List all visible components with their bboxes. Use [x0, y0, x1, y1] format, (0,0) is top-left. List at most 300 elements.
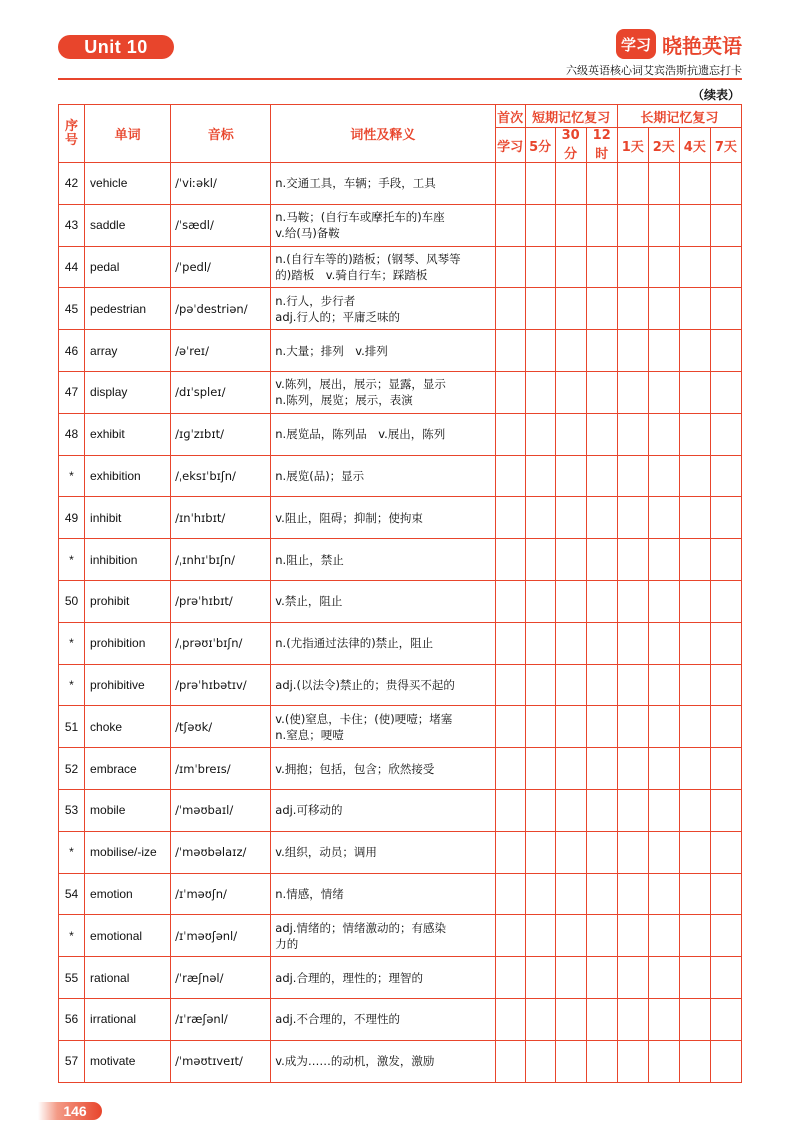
review-checkbox-cell[interactable]: [495, 497, 525, 539]
row-number: 52: [59, 748, 85, 790]
review-checkbox-cell[interactable]: [555, 288, 586, 330]
row-definition: [271, 998, 495, 1040]
review-checkbox-cell[interactable]: [648, 371, 679, 413]
review-checkbox-cell[interactable]: [679, 915, 710, 957]
row-phonetic: /prəˈhɪbɪt/: [171, 580, 271, 622]
review-checkbox-cell[interactable]: [679, 413, 710, 455]
review-checkbox-cell[interactable]: [648, 1040, 679, 1082]
review-checkbox-cell[interactable]: [617, 497, 648, 539]
row-phonetic: /ˈræʃnəl/: [171, 957, 271, 999]
review-checkbox-cell[interactable]: [525, 330, 555, 372]
review-checkbox-cell[interactable]: [555, 706, 586, 748]
review-checkbox-cell[interactable]: [555, 204, 586, 246]
review-checkbox-cell[interactable]: [555, 246, 586, 288]
review-checkbox-cell[interactable]: [710, 330, 741, 372]
review-checkbox-cell[interactable]: [710, 455, 741, 497]
definition-line: 力的: [275, 936, 299, 951]
row-phonetic: /ˌɪnhɪˈbɪʃn/: [171, 539, 271, 581]
review-checkbox-cell[interactable]: [710, 246, 741, 288]
review-checkbox-cell[interactable]: [586, 371, 617, 413]
review-checkbox-cell[interactable]: [586, 204, 617, 246]
review-checkbox-cell[interactable]: [525, 748, 555, 790]
row-word: pedal: [85, 246, 171, 288]
review-checkbox-cell[interactable]: [679, 204, 710, 246]
row-definition: [271, 789, 495, 831]
definition-line: v.陈列，展出，展示；显露，显示: [275, 377, 446, 392]
review-checkbox-cell[interactable]: [679, 706, 710, 748]
review-checkbox-cell[interactable]: [586, 622, 617, 664]
review-checkbox-cell[interactable]: [648, 204, 679, 246]
row-number: 53: [59, 789, 85, 831]
review-checkbox-cell[interactable]: [495, 330, 525, 372]
row-definition: [271, 204, 495, 246]
review-checkbox-cell[interactable]: [710, 204, 741, 246]
review-checkbox-cell[interactable]: [648, 957, 679, 999]
row-phonetic: /əˈreɪ/: [171, 330, 271, 372]
review-checkbox-cell[interactable]: [617, 413, 648, 455]
review-checkbox-cell[interactable]: [710, 706, 741, 748]
review-checkbox-cell[interactable]: [679, 539, 710, 581]
review-checkbox-cell[interactable]: [617, 748, 648, 790]
row-definition: [271, 664, 495, 706]
row-definition: [271, 330, 495, 372]
review-checkbox-cell[interactable]: [495, 163, 525, 205]
review-checkbox-cell[interactable]: [586, 706, 617, 748]
review-checkbox-cell[interactable]: [555, 371, 586, 413]
row-word: pedestrian: [85, 288, 171, 330]
review-checkbox-cell[interactable]: [495, 873, 525, 915]
review-checkbox-cell[interactable]: [648, 246, 679, 288]
definition-line: 的)踏板 v.骑自行车；踩踏板: [275, 267, 428, 282]
review-checkbox-cell[interactable]: [617, 957, 648, 999]
review-checkbox-cell[interactable]: [679, 163, 710, 205]
table-row: [59, 288, 742, 330]
brand: [616, 27, 742, 61]
review-checkbox-cell[interactable]: [555, 873, 586, 915]
review-checkbox-cell[interactable]: [648, 664, 679, 706]
row-phonetic: /tʃəʊk/: [171, 706, 271, 748]
row-word: display: [85, 371, 171, 413]
row-word: mobilise/-ize: [85, 831, 171, 873]
row-definition: [271, 497, 495, 539]
row-word: choke: [85, 706, 171, 748]
review-checkbox-cell[interactable]: [495, 371, 525, 413]
definition-line: adj.(以法令)禁止的；贵得买不起的: [275, 677, 455, 692]
review-checkbox-cell[interactable]: [648, 539, 679, 581]
review-checkbox-cell[interactable]: [555, 998, 586, 1040]
definition-line: v.(使)窒息，卡住；(使)哽噎；堵塞: [275, 711, 453, 726]
review-checkbox-cell[interactable]: [679, 455, 710, 497]
header-short-col: 5分: [525, 128, 555, 163]
row-number: *: [59, 455, 85, 497]
review-checkbox-cell[interactable]: [679, 957, 710, 999]
review-checkbox-cell[interactable]: [555, 455, 586, 497]
review-checkbox-cell[interactable]: [555, 580, 586, 622]
review-checkbox-cell[interactable]: [617, 664, 648, 706]
review-checkbox-cell[interactable]: [648, 998, 679, 1040]
row-word: inhibition: [85, 539, 171, 581]
review-checkbox-cell[interactable]: [586, 330, 617, 372]
review-checkbox-cell[interactable]: [525, 288, 555, 330]
header-first-study-top: 首次: [495, 105, 525, 128]
review-checkbox-cell[interactable]: [495, 831, 525, 873]
review-checkbox-cell[interactable]: [617, 706, 648, 748]
review-checkbox-cell[interactable]: [617, 204, 648, 246]
review-checkbox-cell[interactable]: [648, 915, 679, 957]
review-checkbox-cell[interactable]: [525, 706, 555, 748]
row-phonetic: /ˌeksɪˈbɪʃn/: [171, 455, 271, 497]
review-checkbox-cell[interactable]: [495, 580, 525, 622]
review-checkbox-cell[interactable]: [679, 330, 710, 372]
row-number: 55: [59, 957, 85, 999]
definition-line: adj.不合理的，不理性的: [275, 1012, 400, 1027]
review-checkbox-cell[interactable]: [525, 873, 555, 915]
row-word: saddle: [85, 204, 171, 246]
table-row: [59, 497, 742, 539]
review-checkbox-cell[interactable]: [617, 580, 648, 622]
header-first-study-bottom: 学习: [495, 128, 525, 163]
review-checkbox-cell[interactable]: [617, 288, 648, 330]
review-checkbox-cell[interactable]: [586, 915, 617, 957]
review-checkbox-cell[interactable]: [648, 330, 679, 372]
review-checkbox-cell[interactable]: [586, 497, 617, 539]
review-checkbox-cell[interactable]: [555, 622, 586, 664]
row-definition: [271, 246, 495, 288]
definition-line: adj.行人的；平庸乏味的: [275, 309, 400, 324]
row-definition: [271, 957, 495, 999]
review-checkbox-cell[interactable]: [679, 873, 710, 915]
row-phonetic: /prəˈhɪbətɪv/: [171, 664, 271, 706]
unit-badge: Unit 10: [58, 35, 174, 59]
review-checkbox-cell[interactable]: [495, 455, 525, 497]
row-phonetic: /ɪnˈhɪbɪt/: [171, 497, 271, 539]
definition-line: n.窒息；哽噎: [275, 727, 344, 742]
review-checkbox-cell[interactable]: [555, 748, 586, 790]
definition-line: v.禁止，阻止: [275, 594, 343, 609]
review-checkbox-cell[interactable]: [525, 539, 555, 581]
review-checkbox-cell[interactable]: [555, 497, 586, 539]
review-checkbox-cell[interactable]: [555, 957, 586, 999]
review-checkbox-cell[interactable]: [525, 163, 555, 205]
review-checkbox-cell[interactable]: [617, 998, 648, 1040]
review-checkbox-cell[interactable]: [495, 246, 525, 288]
row-word: prohibition: [85, 622, 171, 664]
header-divider: [58, 78, 742, 80]
table-row: [59, 789, 742, 831]
review-checkbox-cell[interactable]: [495, 998, 525, 1040]
definition-line: v.拥抱；包括，包含；欣然接受: [275, 761, 435, 776]
review-checkbox-cell[interactable]: [617, 873, 648, 915]
review-checkbox-cell[interactable]: [525, 831, 555, 873]
table-row: [59, 706, 742, 748]
review-checkbox-cell[interactable]: [555, 664, 586, 706]
review-checkbox-cell[interactable]: [710, 998, 741, 1040]
table-row: [59, 748, 742, 790]
review-checkbox-cell[interactable]: [679, 664, 710, 706]
definition-line: n.交通工具，车辆；手段，工具: [275, 176, 436, 191]
definition-line: n.(尤指通过法律的)禁止，阻止: [275, 636, 434, 651]
header-word: 单词: [85, 105, 171, 163]
row-phonetic: /ˈməʊbəlaɪz/: [171, 831, 271, 873]
review-checkbox-cell[interactable]: [586, 664, 617, 706]
review-checkbox-cell[interactable]: [555, 831, 586, 873]
review-checkbox-cell[interactable]: [710, 622, 741, 664]
header-long-col: 7天: [710, 128, 741, 163]
table-row: [59, 413, 742, 455]
row-number: 51: [59, 706, 85, 748]
review-checkbox-cell[interactable]: [525, 622, 555, 664]
review-checkbox-cell[interactable]: [525, 246, 555, 288]
table-row: [59, 330, 742, 372]
row-number: 42: [59, 163, 85, 205]
review-checkbox-cell[interactable]: [586, 539, 617, 581]
row-number: *: [59, 915, 85, 957]
table-row: [59, 580, 742, 622]
review-checkbox-cell[interactable]: [679, 497, 710, 539]
row-word: rational: [85, 957, 171, 999]
review-checkbox-cell[interactable]: [710, 873, 741, 915]
row-definition: [271, 163, 495, 205]
review-checkbox-cell[interactable]: [617, 455, 648, 497]
review-checkbox-cell[interactable]: [648, 455, 679, 497]
row-definition: [271, 455, 495, 497]
row-word: exhibition: [85, 455, 171, 497]
review-checkbox-cell[interactable]: [710, 163, 741, 205]
review-checkbox-cell[interactable]: [617, 371, 648, 413]
review-checkbox-cell[interactable]: [679, 371, 710, 413]
header-phonetic: 音标: [171, 105, 271, 163]
row-number: 45: [59, 288, 85, 330]
row-number: 49: [59, 497, 85, 539]
review-checkbox-cell[interactable]: [495, 204, 525, 246]
definition-line: n.情感，情绪: [275, 886, 344, 901]
row-word: exhibit: [85, 413, 171, 455]
review-checkbox-cell[interactable]: [586, 789, 617, 831]
row-number: 56: [59, 998, 85, 1040]
review-checkbox-cell[interactable]: [648, 873, 679, 915]
review-checkbox-cell[interactable]: [679, 580, 710, 622]
review-checkbox-cell[interactable]: [495, 622, 525, 664]
review-checkbox-cell[interactable]: [617, 622, 648, 664]
review-checkbox-cell[interactable]: [617, 246, 648, 288]
row-number: 48: [59, 413, 85, 455]
review-checkbox-cell[interactable]: [586, 288, 617, 330]
review-checkbox-cell[interactable]: [710, 664, 741, 706]
review-checkbox-cell[interactable]: [525, 413, 555, 455]
table-row: [59, 163, 742, 205]
table-row: [59, 664, 742, 706]
row-definition: [271, 748, 495, 790]
definition-line: n.(自行车等的)踏板；(钢琴、风琴等: [275, 251, 461, 266]
row-word: prohibitive: [85, 664, 171, 706]
review-checkbox-cell[interactable]: [586, 246, 617, 288]
review-checkbox-cell[interactable]: [555, 163, 586, 205]
review-checkbox-cell[interactable]: [679, 831, 710, 873]
review-checkbox-cell[interactable]: [495, 957, 525, 999]
row-definition: [271, 371, 495, 413]
row-word: irrational: [85, 998, 171, 1040]
header-short-col: 30分: [555, 128, 586, 163]
review-checkbox-cell[interactable]: [586, 998, 617, 1040]
row-phonetic: /ˈməʊtɪveɪt/: [171, 1040, 271, 1082]
table-row: [59, 204, 742, 246]
review-checkbox-cell[interactable]: [679, 288, 710, 330]
definition-line: n.行人，步行者: [275, 293, 356, 308]
review-checkbox-cell[interactable]: [710, 748, 741, 790]
review-checkbox-cell[interactable]: [648, 748, 679, 790]
header-long-col: 1天: [617, 128, 648, 163]
review-checkbox-cell[interactable]: [495, 288, 525, 330]
row-phonetic: /ˌprəʊɪˈbɪʃn/: [171, 622, 271, 664]
review-checkbox-cell[interactable]: [710, 413, 741, 455]
review-checkbox-cell[interactable]: [710, 831, 741, 873]
row-number: *: [59, 831, 85, 873]
review-checkbox-cell[interactable]: [586, 413, 617, 455]
table-row: [59, 455, 742, 497]
table-row: [59, 371, 742, 413]
table-row: [59, 1040, 742, 1082]
row-definition: [271, 622, 495, 664]
review-checkbox-cell[interactable]: [710, 539, 741, 581]
review-checkbox-cell[interactable]: [617, 1040, 648, 1082]
review-checkbox-cell[interactable]: [525, 497, 555, 539]
row-number: *: [59, 664, 85, 706]
review-checkbox-cell[interactable]: [525, 789, 555, 831]
review-checkbox-cell[interactable]: [525, 204, 555, 246]
page-number: 146: [63, 1103, 87, 1119]
table-row: [59, 873, 742, 915]
row-word: motivate: [85, 1040, 171, 1082]
table-row: [59, 915, 742, 957]
review-checkbox-cell[interactable]: [495, 539, 525, 581]
definition-line: v.给(马)备鞍: [275, 226, 340, 241]
review-checkbox-cell[interactable]: [710, 915, 741, 957]
row-phonetic: /ɪˈməʊʃənl/: [171, 915, 271, 957]
review-checkbox-cell[interactable]: [648, 831, 679, 873]
row-definition: [271, 706, 495, 748]
row-phonetic: /ˈməʊbaɪl/: [171, 789, 271, 831]
review-checkbox-cell[interactable]: [495, 413, 525, 455]
review-checkbox-cell[interactable]: [617, 831, 648, 873]
review-checkbox-cell[interactable]: [679, 748, 710, 790]
row-definition: [271, 915, 495, 957]
row-definition: [271, 539, 495, 581]
review-checkbox-cell[interactable]: [525, 1040, 555, 1082]
review-checkbox-cell[interactable]: [648, 622, 679, 664]
row-number: 57: [59, 1040, 85, 1082]
header-long-col: 2天: [648, 128, 679, 163]
review-checkbox-cell[interactable]: [495, 748, 525, 790]
review-checkbox-cell[interactable]: [710, 288, 741, 330]
row-phonetic: /ˈpedl/: [171, 246, 271, 288]
row-phonetic: /ˈviːəkl/: [171, 163, 271, 205]
review-checkbox-cell[interactable]: [648, 789, 679, 831]
table-row: [59, 998, 742, 1040]
review-checkbox-cell[interactable]: [710, 497, 741, 539]
review-checkbox-cell[interactable]: [648, 580, 679, 622]
review-checkbox-cell[interactable]: [525, 998, 555, 1040]
review-checkbox-cell[interactable]: [679, 246, 710, 288]
review-checkbox-cell[interactable]: [495, 915, 525, 957]
review-checkbox-cell[interactable]: [525, 455, 555, 497]
review-checkbox-cell[interactable]: [555, 330, 586, 372]
header-short-col: 12时: [586, 128, 617, 163]
review-checkbox-cell[interactable]: [525, 580, 555, 622]
definition-line: n.展览(品)；显示: [275, 468, 365, 483]
review-checkbox-cell[interactable]: [586, 748, 617, 790]
review-checkbox-cell[interactable]: [586, 957, 617, 999]
review-checkbox-cell[interactable]: [555, 1040, 586, 1082]
row-number: 43: [59, 204, 85, 246]
review-checkbox-cell[interactable]: [525, 371, 555, 413]
review-checkbox-cell[interactable]: [495, 664, 525, 706]
review-checkbox-cell[interactable]: [586, 580, 617, 622]
row-word: mobile: [85, 789, 171, 831]
review-checkbox-cell[interactable]: [617, 539, 648, 581]
review-checkbox-cell[interactable]: [555, 789, 586, 831]
review-checkbox-cell[interactable]: [586, 1040, 617, 1082]
review-checkbox-cell[interactable]: [648, 497, 679, 539]
review-checkbox-cell[interactable]: [710, 789, 741, 831]
review-checkbox-cell[interactable]: [648, 288, 679, 330]
review-checkbox-cell[interactable]: [679, 789, 710, 831]
review-checkbox-cell[interactable]: [586, 873, 617, 915]
review-checkbox-cell[interactable]: [679, 622, 710, 664]
review-checkbox-cell[interactable]: [495, 1040, 525, 1082]
review-checkbox-cell[interactable]: [617, 330, 648, 372]
table-row: [59, 957, 742, 999]
review-checkbox-cell[interactable]: [710, 580, 741, 622]
review-checkbox-cell[interactable]: [710, 957, 741, 999]
review-checkbox-cell[interactable]: [617, 163, 648, 205]
row-definition: [271, 413, 495, 455]
vocabulary-table: [58, 104, 742, 1083]
review-checkbox-cell[interactable]: [617, 789, 648, 831]
review-checkbox-cell[interactable]: [679, 998, 710, 1040]
definition-line: n.陈列，展览；展示，表演: [275, 393, 413, 408]
row-phonetic: /ˈsædl/: [171, 204, 271, 246]
review-checkbox-cell[interactable]: [495, 789, 525, 831]
review-checkbox-cell[interactable]: [648, 163, 679, 205]
review-checkbox-cell[interactable]: [710, 371, 741, 413]
review-checkbox-cell[interactable]: [679, 1040, 710, 1082]
review-checkbox-cell[interactable]: [586, 455, 617, 497]
review-checkbox-cell[interactable]: [648, 706, 679, 748]
review-checkbox-cell[interactable]: [586, 163, 617, 205]
review-checkbox-cell[interactable]: [525, 915, 555, 957]
review-checkbox-cell[interactable]: [648, 413, 679, 455]
definition-line: adj.合理的，理性的；理智的: [275, 970, 423, 985]
review-checkbox-cell[interactable]: [586, 831, 617, 873]
review-checkbox-cell[interactable]: [555, 539, 586, 581]
review-checkbox-cell[interactable]: [710, 1040, 741, 1082]
row-phonetic: /ɪˈməʊʃn/: [171, 873, 271, 915]
row-number: 47: [59, 371, 85, 413]
row-phonetic: /ɪmˈbreɪs/: [171, 748, 271, 790]
row-phonetic: /pəˈdestriən/: [171, 288, 271, 330]
brand-logo-icon: 学习: [616, 29, 656, 59]
review-checkbox-cell[interactable]: [617, 915, 648, 957]
review-checkbox-cell[interactable]: [525, 664, 555, 706]
review-checkbox-cell[interactable]: [525, 957, 555, 999]
review-checkbox-cell[interactable]: [555, 915, 586, 957]
review-checkbox-cell[interactable]: [495, 706, 525, 748]
header-short-term: 短期记忆复习: [525, 105, 617, 128]
row-phonetic: /ɪɡˈzɪbɪt/: [171, 413, 271, 455]
row-word: embrace: [85, 748, 171, 790]
row-number: 44: [59, 246, 85, 288]
review-checkbox-cell[interactable]: [555, 413, 586, 455]
